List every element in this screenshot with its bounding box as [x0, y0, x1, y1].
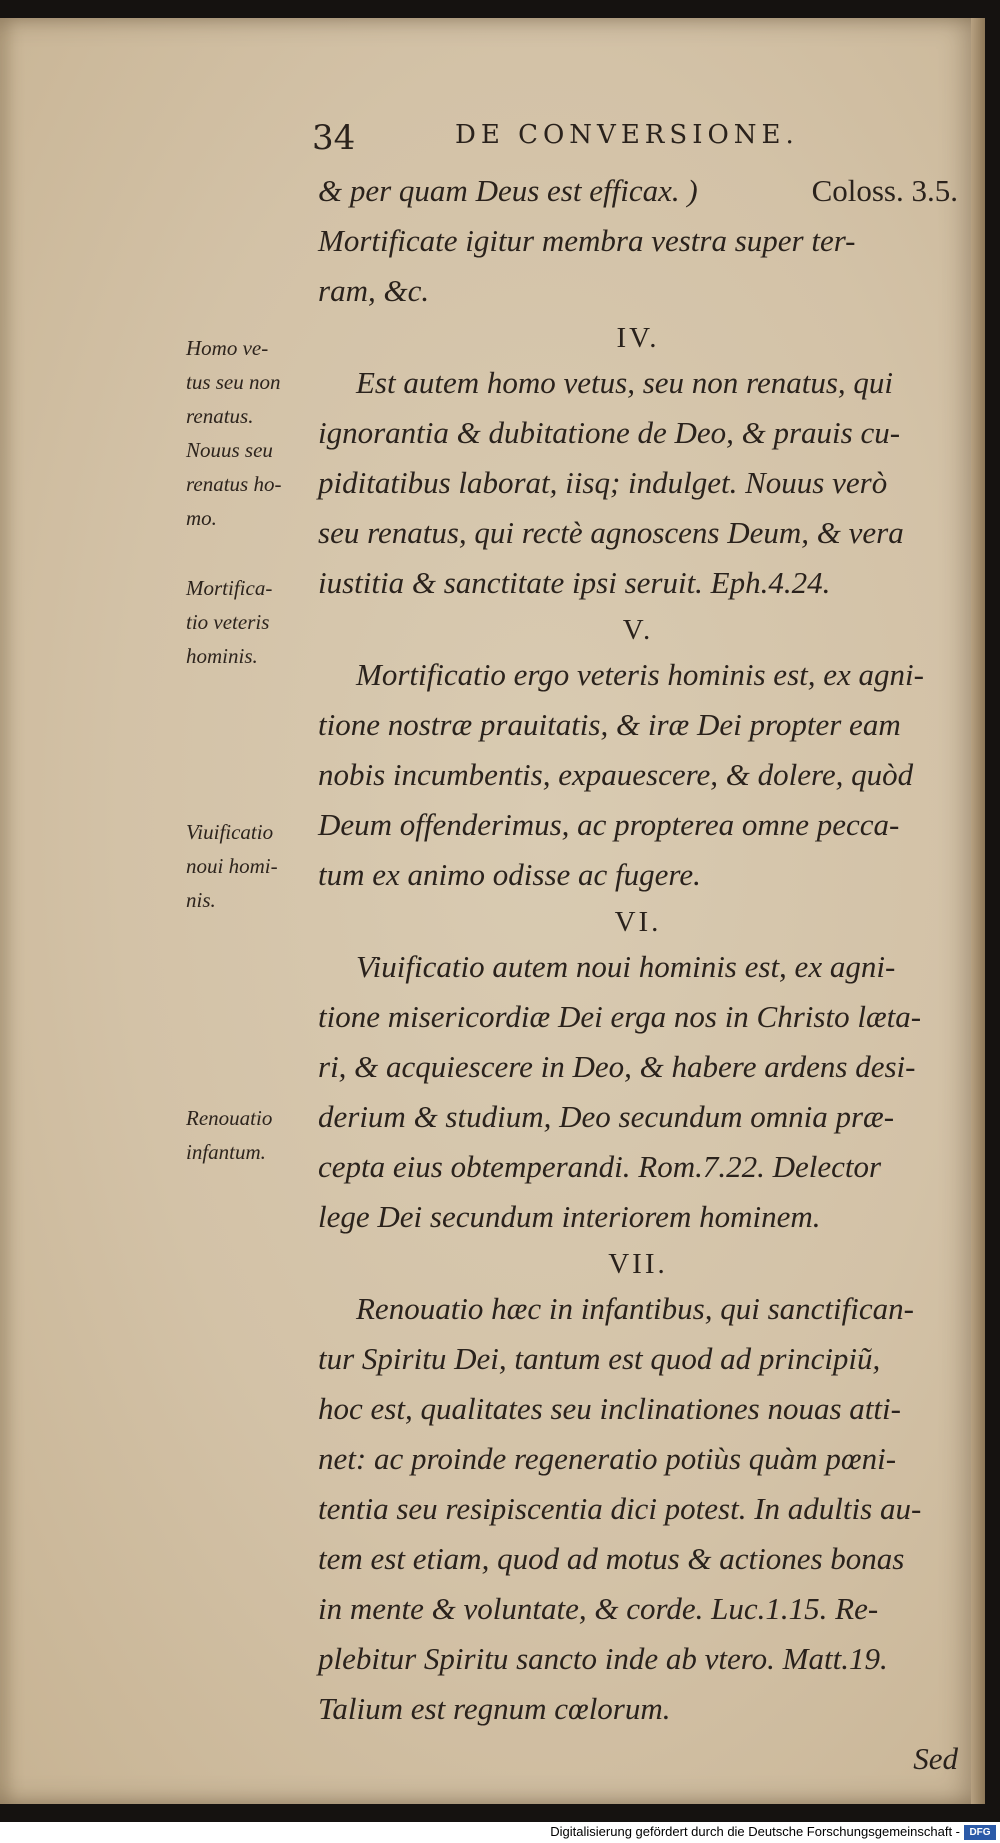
text-line: ri, & acquiescere in Deo, & habere ardens desi-: [318, 1049, 916, 1084]
footer-attribution: Digitalisierung gefördert durch die Deutsche Forschungsgemeinschaft -: [550, 1824, 960, 1839]
page-header: [0, 118, 985, 162]
text-line: Deum offenderimus, ac propterea omne pecca-: [318, 807, 900, 842]
text-line: net: ac proinde regeneratio potiùs quàm pœni-: [318, 1441, 897, 1476]
margin-note-homo-vetus: [186, 331, 336, 535]
text-line: lege Dei secundum interiorem hominem.: [318, 1199, 821, 1234]
text-line: Talium est regnum cœlorum.: [318, 1691, 671, 1726]
margin-note-line: Viuificatio: [186, 820, 274, 844]
text-line: ram, &c.: [318, 273, 430, 308]
margin-note-line: renatus.: [186, 404, 254, 428]
section-heading-vi: VI.: [614, 906, 662, 938]
dfg-logo: DFG: [964, 1825, 996, 1840]
text-line: Mortificate igitur membra vestra super ter-: [318, 223, 856, 258]
text-line: plebitur Spiritu sancto inde ab vtero. Matt.19.: [318, 1641, 888, 1676]
margin-note-mortificatio: [186, 571, 336, 673]
margin-note-line: renatus ho-: [186, 472, 282, 496]
page-number: 34: [312, 118, 356, 158]
margin-note-line: noui homi-: [186, 854, 278, 878]
margin-note-renouatio: [186, 1101, 336, 1169]
footer-bar: [0, 1822, 1000, 1843]
text-line: Mortificatio ergo veteris hominis est, ex agni-: [356, 657, 924, 692]
margin-note-line: Homo ve-: [186, 336, 269, 360]
section-heading-iv: IV.: [616, 322, 660, 354]
section-heading-vii: VII.: [608, 1248, 668, 1280]
text-line: tur Spiritu Dei, tantum est quod ad principiũ,: [318, 1341, 881, 1376]
text-line: tione misericordiæ Dei erga nos in Christo læta-: [318, 999, 922, 1034]
margin-note-line: tus seu non: [186, 370, 281, 394]
text-line: in mente & voluntate, & corde. Luc.1.15. Re-: [318, 1591, 879, 1626]
margin-note-line: tio veteris: [186, 610, 270, 634]
main-text: [318, 166, 958, 1784]
text-line: piditatibus laborat, iisq; indulget. Nouus verò: [318, 465, 888, 500]
text-fragment: & per quam Deus est efficax. ): [318, 173, 698, 208]
text-line: Viuificatio autem noui hominis est, ex agni-: [356, 949, 896, 984]
margin-note-line: Renouatio: [186, 1106, 273, 1130]
text-line: nobis incumbentis, expauescere, & dolere, quòd: [318, 757, 914, 792]
text-line: Renouatio hæc in infantibus, qui sanctifican-: [356, 1291, 914, 1326]
page-edge: [971, 18, 985, 1804]
book-page: [0, 18, 985, 1804]
text-line: tum ex animo odisse ac fugere.: [318, 857, 701, 892]
margin-note-viuificatio: [186, 815, 336, 917]
margin-note-line: infantum.: [186, 1140, 266, 1164]
catchword: Sed: [913, 1741, 958, 1776]
text-line: iustitia & sanctitate ipsi seruit. Eph.4.24.: [318, 565, 831, 600]
margin-note-line: Nouus seu: [186, 438, 273, 462]
margin-note-line: nis.: [186, 888, 216, 912]
text-line: Est autem homo vetus, seu non renatus, qui: [356, 365, 893, 400]
running-head: DE CONVERSIONE.: [455, 120, 799, 150]
text-line: tione nostræ prauitatis, & iræ Dei propter eam: [318, 707, 901, 742]
margin-note-line: hominis.: [186, 644, 258, 668]
text-line: [318, 166, 958, 216]
text-line: tem est etiam, quod ad motus & actiones bonas: [318, 1541, 905, 1576]
text-line: ignorantia & dubitatione de Deo, & prauis cu-: [318, 415, 901, 450]
section-heading-v: V.: [622, 614, 654, 646]
text-line: seu renatus, qui rectè agnoscens Deum, & vera: [318, 515, 904, 550]
margin-note-line: mo.: [186, 506, 217, 530]
text-line: tentia seu resipiscentia dici potest. In adultis au-: [318, 1491, 922, 1526]
text-line: derium & studium, Deo secundum omnia præ-: [318, 1099, 895, 1134]
scripture-reference: Coloss. 3.5.: [811, 173, 958, 208]
margin-note-line: Mortifica-: [186, 576, 273, 600]
text-line: hoc est, qualitates seu inclinationes nouas atti-: [318, 1391, 901, 1426]
text-line: cepta eius obtemperandi. Rom.7.22. Delector: [318, 1149, 882, 1184]
